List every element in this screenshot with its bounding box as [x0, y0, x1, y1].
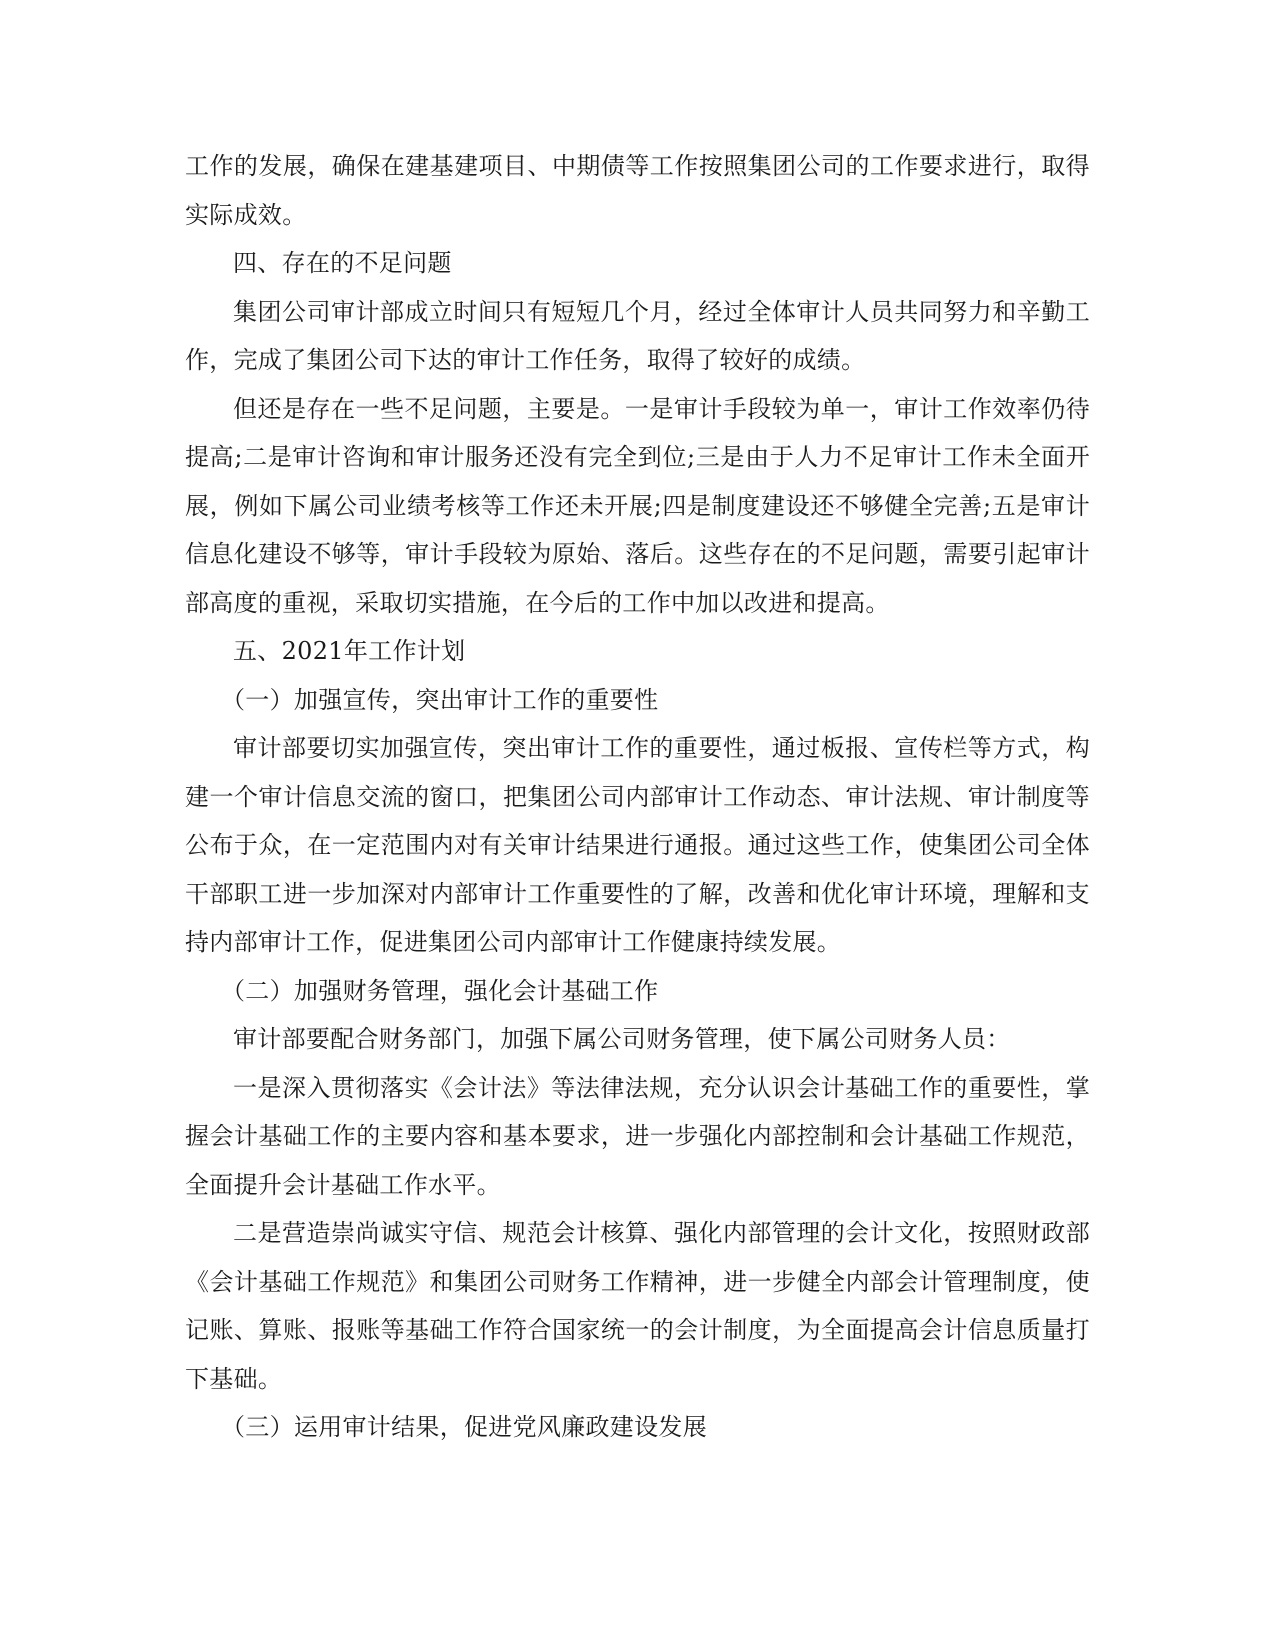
paragraph-publicity: 审计部要切实加强宣传，突出审计工作的重要性，通过板报、宣传栏等方式，构建一个审计信息交流的窗口，把集团公司内部审计工作动态、审计法规、审计制度等公布于众，在一定范围内对有关审计结果进行通报。通过这些工作，使集团公司全体干部职工进一步加深对内部审计工作重要性的了解，改善和优化审计环境，理解和支持内部审计工作，促进集团公司内部审计工作健康持续发展。	[185, 734, 1090, 956]
paragraph-accounting-law: 一是深入贯彻落实《会计法》等法律法规，充分认识会计基础工作的重要性，掌握会计基础工作的主要内容和基本要求，进一步强化内部控制和会计基础工作规范，全面提升会计基础工作水平。	[185, 1073, 1090, 1199]
section-heading-shortcomings: 四、存在的不足问题	[233, 249, 452, 277]
section-heading-work-plan: 五、2021年工作计划	[233, 637, 466, 665]
paragraph-problems: 但还是存在一些不足问题，主要是。一是审计手段较为单一，审计工作效率仍待提高;二是审计咨询和审计服务还没有完全到位;三是由于人力不足审计工作未全面开展，例如下属公司业绩考核等工作还未开展;四是制度建设还不够健全完善;五是审计信息化建设不够等，审计手段较为原始、落后。这些存在的不足问题，需要引起审计部高度的重视，采取切实措施，在今后的工作中加以改进和提高。	[185, 394, 1090, 617]
paragraph-achievements: 集团公司审计部成立时间只有短短几个月，经过全体审计人员共同努力和辛勤工作，完成了集团公司下达的审计工作任务，取得了较好的成绩。	[185, 297, 1090, 374]
document-body	[185, 142, 1090, 1452]
paragraph-accounting-culture: 二是营造崇尚诚实守信、规范会计核算、强化内部管理的会计文化，按照财政部《会计基础工作规范》和集团公司财务工作精神，进一步健全内部会计管理制度，使记账、算账、报账等基础工作符合国家统一的会计制度，为全面提高会计信息质量打下基础。	[185, 1219, 1090, 1393]
subheading-audit-results: （三）运用审计结果，促进党风廉政建设发展	[221, 1413, 707, 1441]
subheading-financial-management: （二）加强财务管理，强化会计基础工作	[221, 976, 659, 1005]
paragraph-finance-intro: 审计部要配合财务部门，加强下属公司财务管理，使下属公司财务人员：	[233, 1025, 1011, 1053]
subheading-publicity: （一）加强宣传，突出审计工作的重要性	[221, 685, 659, 714]
paragraph-continuation: 工作的发展，确保在建基建项目、中期债等工作按照集团公司的工作要求进行，取得实际成效。	[185, 152, 1090, 229]
